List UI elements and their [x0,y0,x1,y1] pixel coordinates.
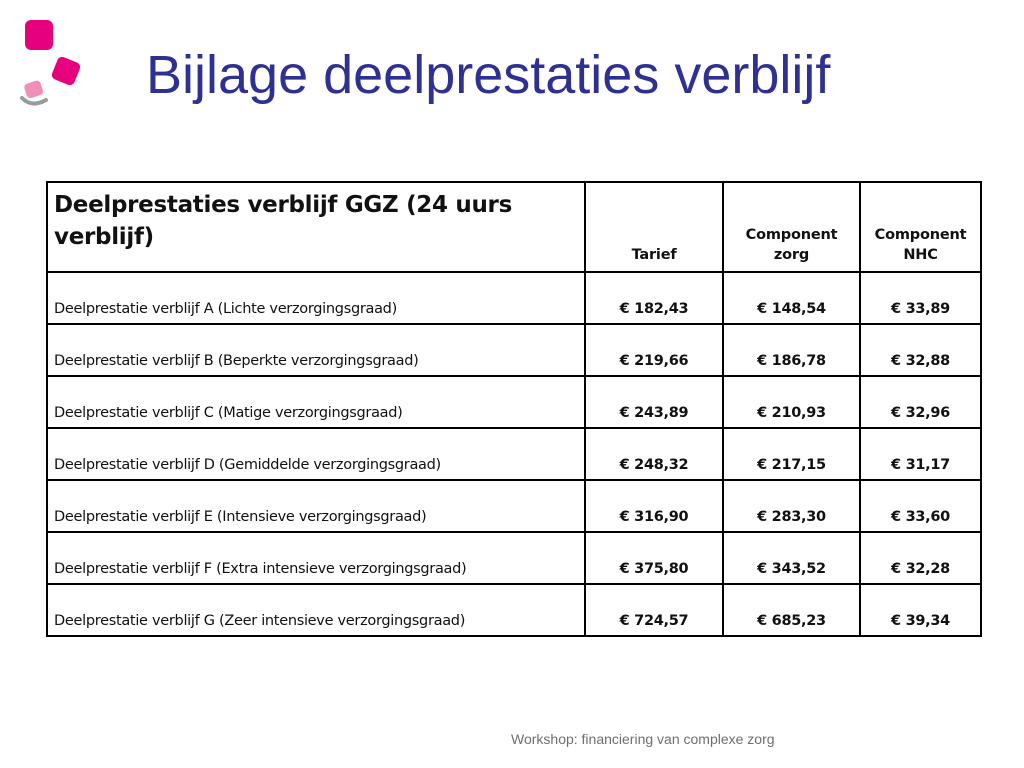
column-header-component-zorg: Component zorg [723,182,860,272]
row-label: Deelprestatie verblijf B (Beperkte verzorgingsgraad) [47,324,585,376]
tarief-value: € 243,89 [585,376,723,428]
logo-shadow [22,98,46,104]
tarief-value: € 182,43 [585,272,723,324]
row-label: Deelprestatie verblijf A (Lichte verzorgingsgraad) [47,272,585,324]
table-row [47,428,981,480]
tarief-value: € 219,66 [585,324,723,376]
tarief-value: € 724,57 [585,584,723,636]
component-zorg-value: € 283,30 [723,480,860,532]
row-label: Deelprestatie verblijf C (Matige verzorgingsgraad) [47,376,585,428]
logo-square-top [25,20,53,50]
logo-square-right [50,55,81,86]
tariff-table [46,181,982,637]
slide-title: Bijlage deelprestaties verblijf [146,45,831,105]
component-nhc-value: € 32,96 [860,376,981,428]
component-zorg-value: € 186,78 [723,324,860,376]
row-label: Deelprestatie verblijf E (Intensieve verzorgingsgraad) [47,480,585,532]
component-nhc-value: € 31,17 [860,428,981,480]
component-nhc-value: € 33,60 [860,480,981,532]
tarief-value: € 248,32 [585,428,723,480]
table-header-row [47,182,981,272]
table-header-title: Deelprestaties verblijf GGZ (24 uurs verblijf) [47,182,585,272]
component-nhc-value: € 32,88 [860,324,981,376]
table-row [47,532,981,584]
table-row [47,376,981,428]
logo-square-small [23,80,44,100]
row-label: Deelprestatie verblijf F (Extra intensieve verzorgingsgraad) [47,532,585,584]
tarief-value: € 375,80 [585,532,723,584]
tariff-table-container [46,181,980,637]
component-zorg-value: € 148,54 [723,272,860,324]
component-zorg-value: € 685,23 [723,584,860,636]
component-zorg-value: € 343,52 [723,532,860,584]
tarief-value: € 316,90 [585,480,723,532]
component-zorg-value: € 210,93 [723,376,860,428]
table-row [47,584,981,636]
brand-logo-icon [16,16,88,106]
row-label: Deelprestatie verblijf G (Zeer intensieve verzorgingsgraad) [47,584,585,636]
component-nhc-value: € 33,89 [860,272,981,324]
table-row [47,324,981,376]
column-header-component-nhc: Component NHC [860,182,981,272]
component-zorg-value: € 217,15 [723,428,860,480]
component-nhc-value: € 32,28 [860,532,981,584]
slide-footer: Workshop: financiering van complexe zorg [511,731,775,747]
component-nhc-value: € 39,34 [860,584,981,636]
table-row [47,480,981,532]
column-header-tarief: Tarief [585,182,723,272]
row-label: Deelprestatie verblijf D (Gemiddelde verzorgingsgraad) [47,428,585,480]
table-row [47,272,981,324]
